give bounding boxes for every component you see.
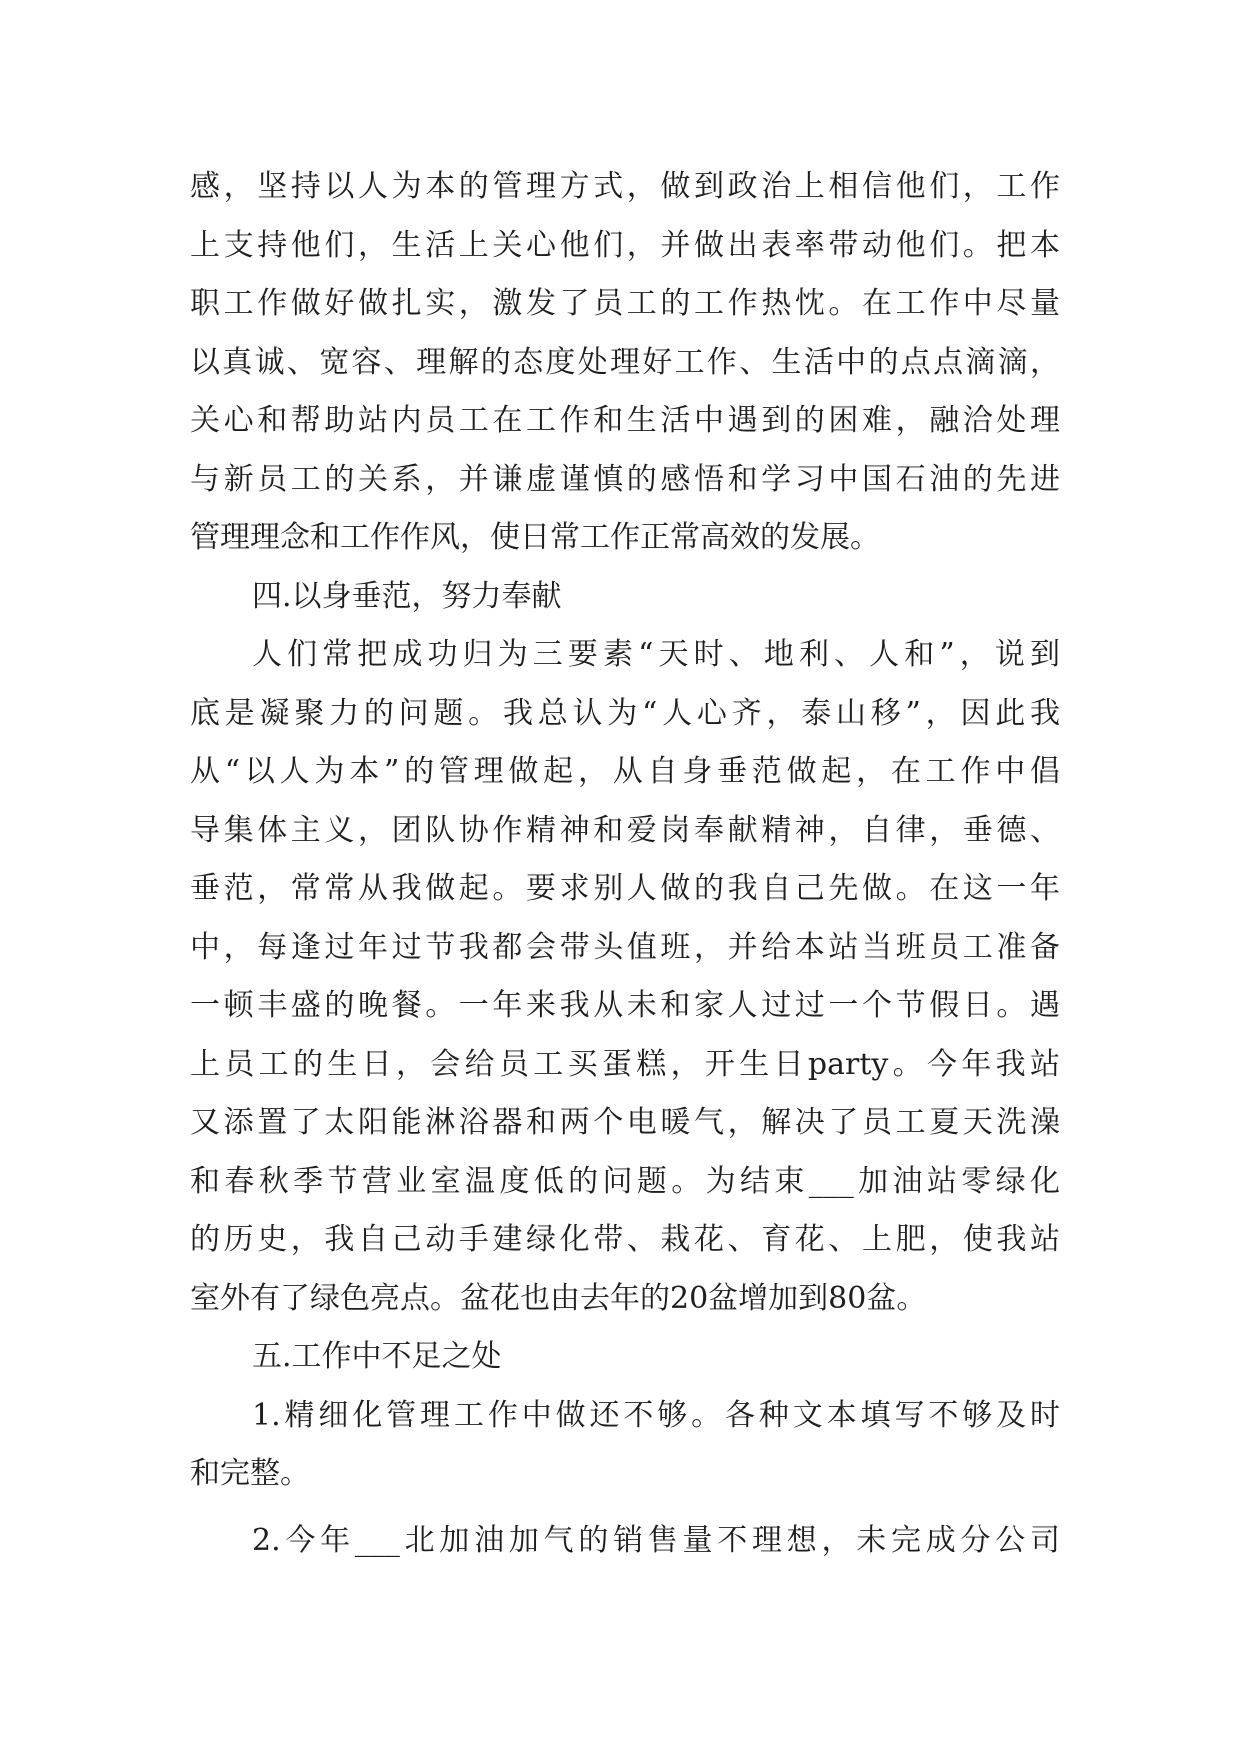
document-body xyxy=(190,158,1060,1570)
text-line: 垂范，常常从我做起。要求别人做的我自己先做。在这一年 xyxy=(190,871,1060,906)
text-line: 人们常把成功归为三要素“天时、地利、人和”，说到 xyxy=(252,637,1060,672)
text-line: 感，坚持以人为本的管理方式，做到政治上相信他们，工作 xyxy=(190,169,1060,204)
text-line: 一顿丰盛的晚餐。一年来我从未和家人过过一个节假日。遇 xyxy=(190,988,1060,1023)
text-line: 导集体主义，团队协作精神和爱岗奉献精神，自律，垂德、 xyxy=(190,812,1060,848)
section-heading: 五.工作中不足之处 xyxy=(252,1339,502,1374)
text-line: 以真诚、宽容、理解的态度处理好工作、生活中的点点滴滴， xyxy=(190,344,1060,380)
text-line: 和春秋季节营业室温度低的问题。为结束___加油站零绿化 xyxy=(190,1163,1060,1199)
text-line: 中，每逢过年过节我都会带头值班，并给本站当班员工准备 xyxy=(190,929,1060,965)
text-line: 从“以人为本”的管理做起，从自身垂范做起，在工作中倡 xyxy=(190,754,1060,789)
list-item-line: 2.今年___北加油加气的销售量不理想，未完成分公司 xyxy=(252,1522,1060,1558)
list-item-line: 和完整。 xyxy=(190,1456,310,1491)
text-line: 上员工的生日，会给员工买蛋糕，开生日party。今年我站 xyxy=(190,1046,1060,1082)
text-line: 关心和帮助站内员工在工作和生活中遇到的困难，融洽处理 xyxy=(190,403,1060,438)
text-line: 室外有了绿色亮点。盆花也由去年的20盆增加到80盆。 xyxy=(190,1280,927,1316)
text-line: 职工作做好做扎实，激发了员工的工作热忱。在工作中尽量 xyxy=(190,286,1060,321)
list-item-line: 1.精细化管理工作中做还不够。各种文本填写不够及时 xyxy=(252,1397,1060,1433)
section-heading: 四.以身垂范，努力奉献 xyxy=(252,578,562,614)
text-line: 又添置了太阳能淋浴器和两个电暖气，解决了员工夏天洗澡 xyxy=(190,1105,1060,1140)
text-line: 管理理念和工作作风，使日常工作正常高效的发展。 xyxy=(190,520,880,555)
text-line: 底是凝聚力的问题。我总认为“人心齐，泰山移”，因此我 xyxy=(190,695,1060,731)
text-line: 上支持他们，生活上关心他们，并做出表率带动他们。把本 xyxy=(190,227,1060,263)
text-line: 的历史，我自己动手建绿化带、栽花、育花、上肥，使我站 xyxy=(190,1222,1060,1257)
text-line: 与新员工的关系，并谦虚谨慎的感悟和学习中国石油的先进 xyxy=(190,461,1060,497)
